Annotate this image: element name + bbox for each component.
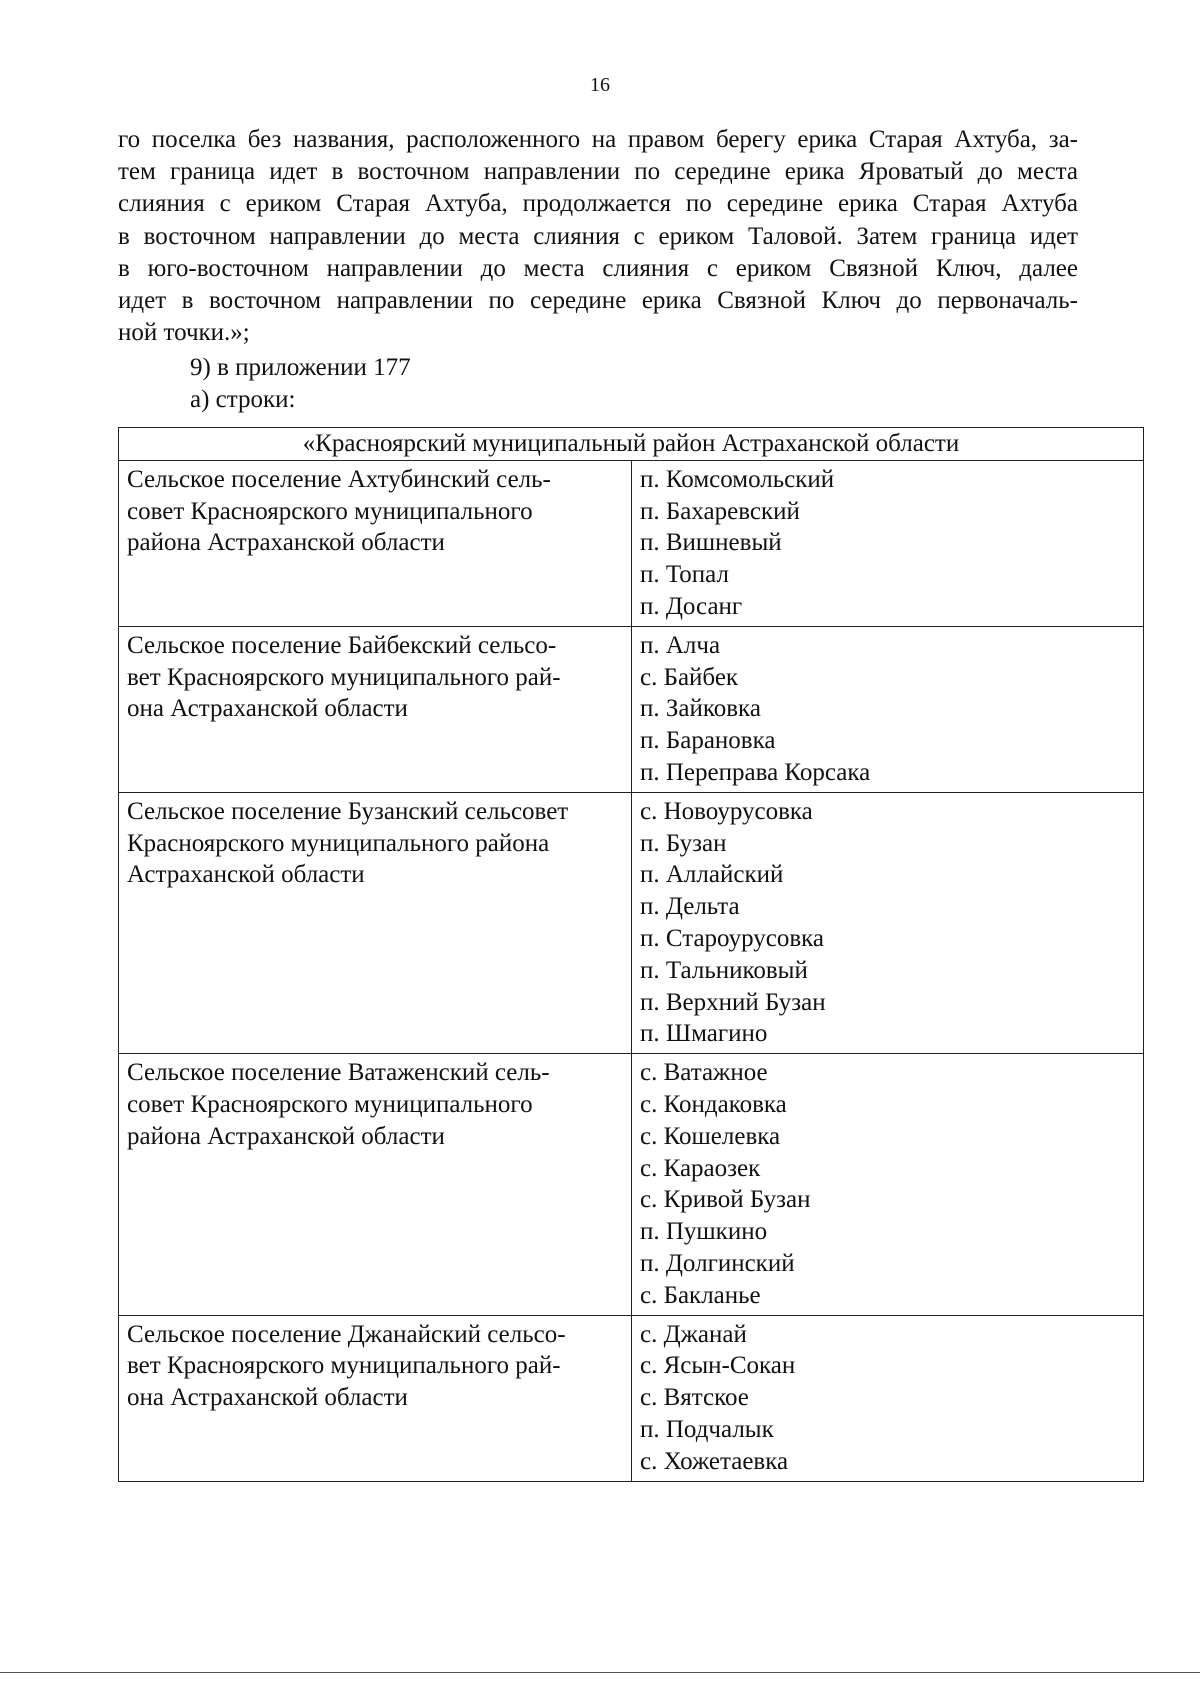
locality-item: п. Топал (640, 561, 729, 589)
locality-item: п. Аллайский (640, 861, 784, 889)
settlement-name-line: она Астраханской области (127, 1384, 408, 1412)
locality-item: с. Бакланье (640, 1281, 761, 1309)
intro-line: идет в восточном направлении по середине ерика Связной Ключ до первоначаль- (118, 287, 1078, 315)
page-number: 16 (590, 74, 610, 96)
intro-line: слияния с ериком Старая Ахтуба, продолжается по середине ерика Старая Ахтуба (118, 190, 1078, 218)
settlements-table (118, 427, 1144, 1482)
locality-item: п. Долгинский (640, 1249, 795, 1277)
table-row (119, 1054, 1144, 1315)
locality-item: п. Бахаревский (640, 497, 800, 525)
settlement-name-line: Сельское поселение Байбекский сельсо- (127, 631, 557, 659)
settlement-name-line: вет Красноярского муниципального рай- (127, 663, 561, 691)
localities-cell (632, 1054, 1144, 1315)
intro-line: го поселка без названия, расположенного на правом берегу ерика Старая Ахтуба, за- (118, 126, 1078, 153)
locality-item: п. Вишневый (640, 529, 782, 557)
locality-item: п. Зайковка (640, 695, 761, 723)
locality-item: с. Караозек (640, 1154, 761, 1182)
settlement-name-line: Сельское поселение Бузанский сельсовет (127, 797, 569, 825)
locality-item: с. Ясын-Сокан (640, 1352, 796, 1380)
table-row (119, 626, 1144, 792)
settlement-name-cell (119, 460, 632, 626)
district-header: «Красноярский муниципальный район Астраханской области (119, 428, 1144, 461)
table-row (119, 792, 1144, 1053)
locality-item: с. Ватажное (640, 1059, 768, 1087)
locality-item: п. Староурусовка (640, 924, 825, 952)
localities-cell (632, 460, 1144, 626)
locality-item: п. Верхний Бузан (640, 988, 826, 1016)
locality-item: п. Пушкино (640, 1218, 768, 1246)
locality-item: п. Алча (640, 631, 721, 659)
settlement-name-cell (119, 792, 632, 1053)
item-a: а) строки: (190, 386, 296, 413)
locality-item: п. Переправа Корсака (640, 758, 871, 786)
settlement-name-line: она Астраханской области (127, 695, 408, 723)
locality-item: с. Новоурусовка (640, 797, 813, 825)
locality-item: п. Шмагино (640, 1020, 768, 1048)
locality-item: п. Досанг (640, 592, 743, 620)
locality-item: с. Кривой Бузан (640, 1186, 811, 1214)
settlement-name-line: Сельское поселение Ватаженский сель- (127, 1059, 550, 1087)
table-row (119, 460, 1144, 626)
settlement-name-line: Красноярского муниципального района (127, 829, 550, 857)
locality-item: с. Джанай (640, 1320, 747, 1348)
settlement-name-line: вет Красноярского муниципального рай- (127, 1352, 561, 1380)
settlement-name-line: Сельское поселение Джанайский сельсо- (127, 1320, 566, 1348)
intro-line: тем граница идет в восточном направлении по середине ерика Яроватый до места (118, 158, 1078, 186)
table-row (119, 1315, 1144, 1481)
localities-cell (632, 626, 1144, 792)
locality-item: п. Подчалык (640, 1415, 774, 1443)
locality-item: п. Дельта (640, 893, 740, 921)
intro-line: в восточном направлении до места слияния с ериком Таловой. Затем граница идет (118, 222, 1078, 250)
locality-item: с. Хожетаевка (640, 1447, 789, 1475)
settlement-name-line: совет Красноярского муниципального (127, 1090, 533, 1118)
item-9: 9) в приложении 177 (190, 354, 411, 381)
locality-item: п. Тальниковый (640, 956, 808, 984)
locality-item: п. Комсомольский (640, 465, 835, 493)
settlement-name-line: совет Красноярского муниципального (127, 497, 533, 525)
locality-item: п. Бузан (640, 829, 727, 857)
table-header-row (119, 428, 1144, 461)
footer-rule (0, 1672, 1200, 1673)
settlement-name-cell (119, 1054, 632, 1315)
settlement-name-line: Астраханской области (127, 861, 365, 889)
intro-line: в юго-восточном направлении до места слияния с ериком Связной Ключ, далее (118, 254, 1078, 282)
intro-line: ной точки.»; (118, 319, 250, 347)
locality-item: с. Кошелевка (640, 1122, 781, 1150)
locality-item: с. Кондаковка (640, 1090, 787, 1118)
locality-item: с. Вятское (640, 1384, 749, 1412)
localities-cell (632, 1315, 1144, 1481)
settlement-name-line: Сельское поселение Ахтубинский сель- (127, 465, 551, 493)
locality-item: п. Барановка (640, 727, 776, 755)
settlement-name-line: района Астраханской области (127, 1122, 445, 1150)
intro-paragraph (118, 124, 1078, 349)
settlement-name-line: района Астраханской области (127, 529, 445, 557)
settlement-name-cell (119, 626, 632, 792)
locality-item: с. Байбек (640, 663, 739, 691)
localities-cell (632, 792, 1144, 1053)
settlement-name-cell (119, 1315, 632, 1481)
